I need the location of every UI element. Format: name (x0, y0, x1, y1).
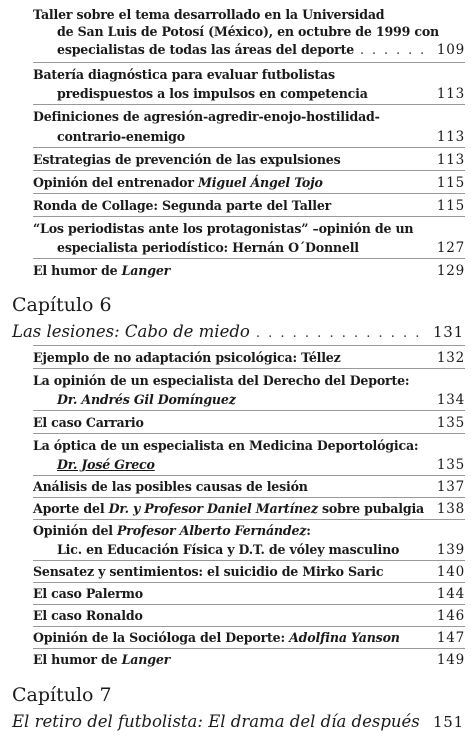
divider (33, 626, 465, 627)
chapter-title: El retiro del futbolista: El drama del día después (12, 712, 420, 731)
chapter-heading: Capítulo 6 (12, 294, 112, 316)
page-number: 135 (436, 415, 465, 431)
entry-line: Opinión del (33, 523, 118, 538)
chapter-title: Las lesiones: Cabo de miedo (12, 322, 250, 341)
entry-line: La opinión de un especialista del Derecho del Deporte: (33, 373, 410, 388)
entry-line: Opinión del entrenador (33, 175, 199, 190)
divider (33, 193, 465, 194)
entry-line: de San Luis de Potosí (México), en octubre de 1999 con (57, 24, 439, 39)
entry-line: El caso Ronaldo (33, 608, 143, 623)
divider (33, 104, 465, 105)
entry-line: : (306, 523, 311, 538)
dot-leader (360, 41, 431, 58)
entry-line: predispuestos a los impulsos en competencia (57, 86, 368, 101)
page-number: 151 (432, 713, 464, 731)
page-number: 146 (436, 608, 465, 624)
divider (33, 170, 465, 171)
entry-line: “Los periodistas ante los protagonistas” –opinión de un (33, 221, 414, 236)
page-number: 127 (436, 240, 465, 256)
entry-line: especialistas de todas las áreas del deporte (57, 42, 355, 57)
entry-line: Batería diagnóstica para evaluar futbolistas (33, 67, 335, 82)
dot-leader (426, 713, 427, 735)
entry-line: contrario-enemigo (57, 129, 185, 144)
entry-line: Opinión de la Socióloga del Deporte: (33, 630, 290, 645)
divider (33, 258, 465, 259)
divider (33, 497, 465, 498)
divider (33, 519, 465, 520)
entry-line: Taller sobre el tema desarrollado en la Universidad (33, 7, 385, 22)
entry-line: especialista periodístico: Hernán O´Donnell (57, 240, 359, 255)
entry-line: sobre pubalgia (317, 501, 424, 516)
page-number: 129 (436, 263, 465, 279)
divider (33, 604, 465, 605)
entry-line: El humor de (33, 263, 122, 278)
entry-line: Estrategias de prevención de las expulsiones (33, 152, 341, 167)
entry-line: Lic. en Educación Física y D.T. de vóley masculino (57, 542, 400, 557)
entry-line: El caso Palermo (33, 586, 143, 601)
divider (33, 216, 465, 217)
page-number: 147 (436, 630, 465, 646)
divider (33, 345, 465, 346)
page-number: 137 (436, 479, 465, 495)
person-name: Langer (121, 263, 171, 278)
entry-line: Análisis de las posibles causas de lesión (33, 479, 308, 494)
entry-line: Ejemplo de no adaptación psicológica: Téllez (33, 350, 341, 365)
page-number: 113 (436, 152, 465, 168)
page-number: 138 (436, 501, 465, 517)
entry-line: El humor de (33, 652, 122, 667)
person-name: Langer (121, 652, 171, 667)
dot-leader (256, 323, 427, 345)
person-name: Profesor Alberto Fernández (117, 523, 307, 538)
page-number: 113 (436, 129, 465, 145)
page-number: 109 (436, 42, 465, 58)
page-number: 139 (436, 542, 465, 558)
page-number: 115 (436, 198, 465, 214)
divider (33, 410, 465, 411)
chapter-title-row (12, 321, 464, 345)
page-number: 132 (436, 350, 465, 366)
page-number: 144 (436, 586, 465, 602)
chapter-heading: Capítulo 7 (12, 684, 112, 706)
page-number: 131 (432, 323, 464, 341)
page-number: 135 (436, 457, 465, 473)
divider (33, 368, 465, 369)
divider (33, 582, 465, 583)
divider (33, 147, 465, 148)
page-number: 134 (436, 392, 465, 408)
person-name: Dr. y Profesor Daniel Martínez (108, 501, 318, 516)
person-name: Adolfina Yanson (289, 630, 400, 645)
person-name: Miguel Ángel Tojo (198, 175, 323, 190)
divider (33, 62, 465, 63)
person-name: Dr. Andrés Gil Domínguez (57, 392, 236, 407)
divider (33, 648, 465, 649)
page-number: 115 (436, 175, 465, 191)
entry-line: El caso Carrario (33, 415, 144, 430)
page-number: 149 (436, 652, 465, 668)
person-name: Dr. José Greco (57, 457, 155, 472)
divider (33, 475, 465, 476)
entry-line: Sensatez y sentimientos: el suicidio de Mirko Saric (33, 564, 384, 579)
page-number: 113 (436, 86, 465, 102)
divider (33, 433, 465, 434)
page-number: 140 (436, 564, 465, 580)
chapter-title-row (12, 711, 464, 735)
divider (33, 560, 465, 561)
entry-line: Aporte del (33, 501, 109, 516)
entry-line: La óptica de un especialista en Medicina Deportológica: (33, 438, 419, 453)
entry-line: Ronda de Collage: Segunda parte del Taller (33, 198, 332, 213)
entry-line: Definiciones de agresión-agredir-enojo-hostilidad- (33, 109, 380, 124)
